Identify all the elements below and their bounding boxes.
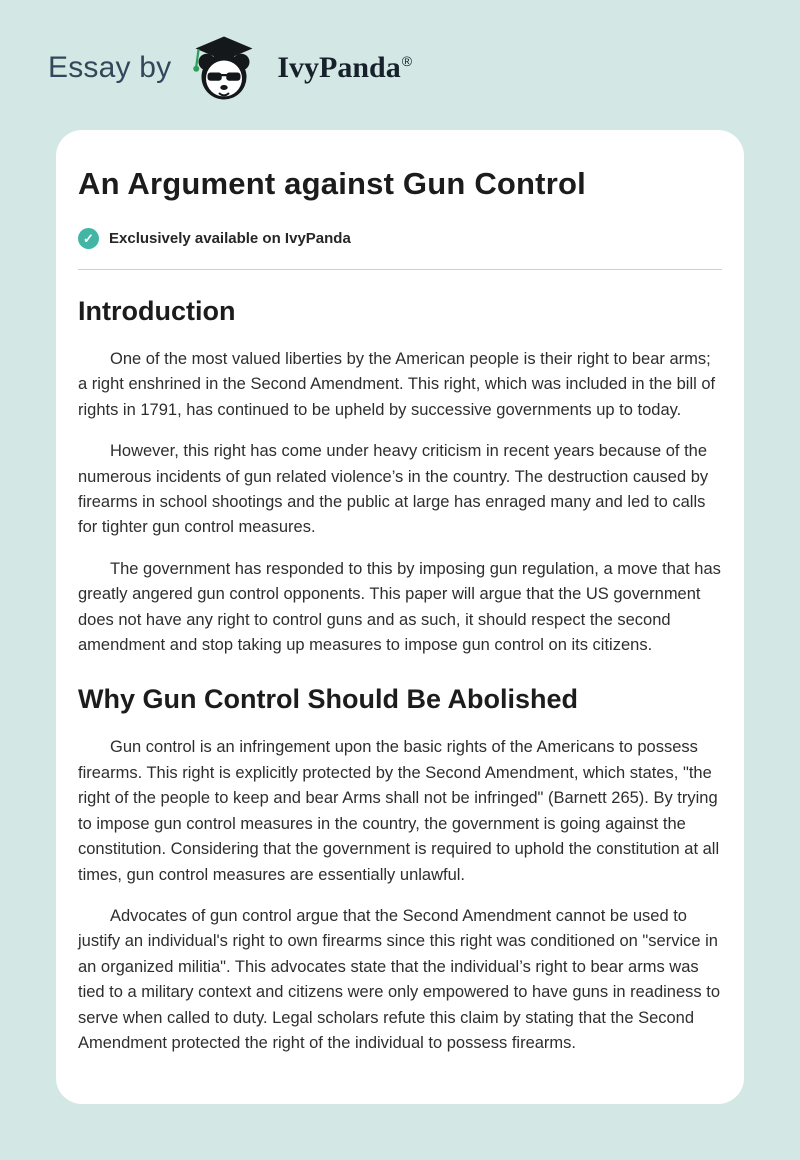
paragraph: Advocates of gun control argue that the Second Amendment cannot be used to justify an individual's right to own firearms since this right was conditioned on "service in an organized militia". This advocates state that the individual’s right to bear arms was tied to a military context and citizens were only empowered to have guns in readiness to serve when called to duty. Legal scholars refute this claim by stating that the Second Amendment protected the right of the individual to possess firearms. [78, 906, 721, 1052]
section-heading-why-gun-control-should-be-abolished: Why Gun Control Should Be Abolished [78, 684, 578, 715]
essay-card [56, 130, 744, 1104]
availability-badge [78, 228, 722, 249]
paragraph: One of the most valued liberties by the American people is their right to bear arms; a right enshrined in the Second Amendment. This right, which was included in the bill of rights in 1791, has continued to be upheld by successive governments up to today. [78, 350, 716, 419]
brand-name: IvyPanda [277, 51, 401, 84]
article-title: An Argument against Gun Control [78, 166, 586, 201]
site-header [0, 0, 800, 130]
panda-graduation-cap-icon [185, 32, 263, 104]
essay-by-label: Essay by [48, 51, 172, 84]
paragraph: The government has responded to this by imposing gun regulation, a move that has greatly angered gun control opponents. This paper will argue that the US government does not have any right to control guns and as such, it should respect the second amendment and stop taking up measures to impose gun control on its citizens. [78, 559, 721, 655]
divider [78, 269, 722, 270]
section-heading-introduction: Introduction [78, 296, 236, 326]
paragraph: Gun control is an infringement upon the basic rights of the Americans to possess firearms. This right is explicitly protected by the Second Amendment, which states, "the right of the people to keep and bear Arms shall not be infringed" (Barnett 265). By trying to impose gun control measures in the country, the government is going against the constitution. Considering that the government is required to uphold the constitution at all times, gun control measures are essentially unlawful. [78, 738, 720, 884]
brand-wordmark [277, 51, 412, 85]
paragraph: However, this right has come under heavy criticism in recent years because of the numerous incidents of gun related violence’s in the country. The destruction caused by firearms in school shootings and the public at large has enraged many and led to calls for tighter gun control measures. [78, 442, 709, 537]
check-icon: ✓ [78, 228, 99, 249]
availability-badge-label: Exclusively available on IvyPanda [109, 230, 351, 247]
registered-mark: ® [401, 53, 413, 69]
